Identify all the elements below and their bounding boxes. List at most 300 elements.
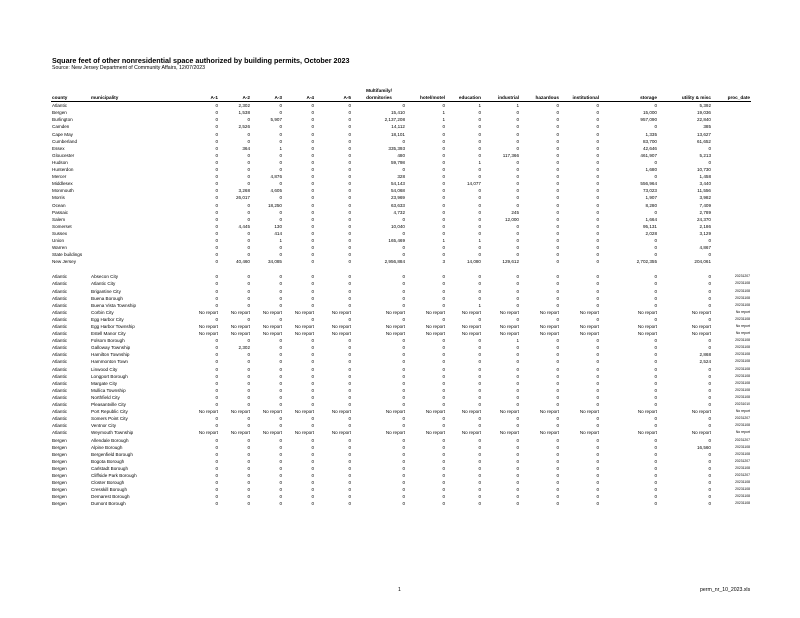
table-cell: 0 [279, 110, 282, 116]
table-cell: 0 [556, 494, 559, 500]
table-cell: 0 [478, 252, 481, 258]
table-cell: 0 [402, 444, 405, 450]
table-cell: 0 [348, 103, 351, 109]
table-cell: 0 [215, 152, 218, 158]
table-cell: Bergen [52, 501, 67, 507]
table-cell: 0 [402, 437, 405, 443]
table-cell: 0 [596, 444, 599, 450]
table-cell: No report [294, 331, 314, 337]
table-cell: 2,186 [699, 223, 711, 229]
table-cell [712, 258, 751, 265]
table-cell: 0 [708, 465, 711, 471]
table-cell: 18,101 [390, 131, 405, 137]
table-cell: Atlantic [52, 309, 68, 315]
table-cell: 0 [215, 174, 218, 180]
table-cell: 0 [247, 152, 250, 158]
table-cell: 0 [279, 295, 282, 301]
table-cell: 0 [654, 359, 657, 365]
table-cell: 0 [708, 380, 711, 386]
table-cell: 0 [247, 138, 250, 144]
table-cell: 20231108 [735, 345, 750, 350]
table-cell: 12,000 [504, 216, 519, 222]
table-cell: Folsom Borough [91, 338, 125, 344]
table-cell: 0 [402, 451, 405, 457]
table-cell: No report [198, 309, 218, 315]
table-cell: 0 [556, 209, 559, 215]
table-cell [712, 230, 751, 237]
table-cell: 0 [215, 181, 218, 187]
table-cell: 0 [708, 145, 711, 151]
column-header: storage [600, 94, 658, 102]
table-cell: 0 [442, 230, 445, 236]
table-cell: 0 [556, 480, 559, 486]
table-cell: 0 [556, 458, 559, 464]
table-cell: 0 [279, 195, 282, 201]
table-cell [90, 159, 189, 166]
column-header: institutional [560, 94, 600, 102]
table-cell: Northfield City [91, 394, 120, 400]
table-cell: 2,868 [699, 352, 711, 358]
county-row [51, 209, 751, 216]
table-cell: 0 [596, 167, 599, 173]
table-cell: No report [262, 430, 282, 436]
table-cell [90, 230, 189, 237]
table-cell: No report [262, 409, 282, 415]
table-cell: 0 [442, 302, 445, 308]
county-row [51, 116, 751, 123]
table-cell: Hamilton Township [91, 352, 130, 358]
table-cell: 0 [516, 295, 519, 301]
table-cell: 0 [516, 494, 519, 500]
table-cell: 63,633 [390, 202, 405, 208]
table-cell: 0 [311, 316, 314, 322]
column-header: proc_date [712, 94, 751, 102]
table-cell: 0 [279, 480, 282, 486]
table-cell [90, 173, 189, 180]
table-cell: 0 [215, 209, 218, 215]
table-cell: 0 [348, 209, 351, 215]
column-header: A-4 [283, 94, 315, 102]
table-cell: 0 [442, 216, 445, 222]
table-cell: 0 [279, 209, 282, 215]
table-cell: 0 [478, 288, 481, 294]
table-cell: 0 [215, 138, 218, 144]
table-cell: 0 [516, 465, 519, 471]
table-cell: 0 [654, 274, 657, 280]
table-cell: 0 [516, 480, 519, 486]
table-cell: 0 [478, 145, 481, 151]
table-cell: Bergenfield Borough [91, 451, 133, 457]
table-cell: 3,440 [699, 181, 711, 187]
table-cell: 0 [708, 302, 711, 308]
table-cell: Atlantic [52, 316, 68, 322]
table-cell: No report [637, 309, 657, 315]
table-cell: 0 [348, 472, 351, 478]
table-cell: No report [230, 331, 250, 337]
table-cell: 0 [311, 380, 314, 386]
municipality-row [51, 316, 751, 323]
table-cell: 0 [215, 501, 218, 507]
table-cell: 0 [348, 295, 351, 301]
table-cell: 0 [348, 302, 351, 308]
table-cell [712, 223, 751, 230]
table-cell: 0 [279, 167, 282, 173]
table-cell [712, 251, 751, 258]
table-cell: 4,876 [270, 174, 282, 180]
table-cell: 0 [311, 458, 314, 464]
county-row [51, 166, 751, 173]
table-cell: No report [262, 309, 282, 315]
table-cell: 0 [348, 259, 351, 265]
table-cell: Cresskill Borough [91, 487, 127, 493]
table-cell: 0 [516, 394, 519, 400]
county-row [51, 244, 751, 251]
table-cell: 0 [402, 288, 405, 294]
table-cell: 20231108 [735, 380, 750, 385]
column-header: county [51, 94, 90, 102]
table-cell [712, 152, 751, 159]
table-cell: No report [230, 430, 250, 436]
table-cell: 0 [654, 494, 657, 500]
table-cell: 385 [703, 124, 711, 130]
table-cell: 0 [478, 202, 481, 208]
table-cell: 0 [516, 252, 519, 258]
table-cell: 0 [708, 423, 711, 429]
table-cell: 0 [478, 465, 481, 471]
table-cell: No report [637, 324, 657, 329]
table-cell: 0 [516, 230, 519, 236]
table-cell: No report [579, 430, 599, 436]
table-cell [90, 237, 189, 244]
table-cell: 0 [596, 259, 599, 265]
table-cell: 0 [516, 138, 519, 144]
table-cell: 0 [556, 167, 559, 173]
table-cell: 0 [442, 373, 445, 379]
table-cell: 0 [442, 487, 445, 493]
table-cell: Bergen [52, 487, 67, 493]
table-cell: No report [691, 409, 711, 415]
table-cell: 0 [348, 423, 351, 429]
table-cell: 0 [348, 444, 351, 450]
municipality-row [51, 323, 751, 330]
table-cell: 0 [215, 465, 218, 471]
table-cell [712, 180, 751, 187]
table-cell: 0 [348, 316, 351, 322]
table-cell: 2,956,884 [384, 259, 405, 265]
table-cell: 0 [402, 230, 405, 236]
table-cell: 0 [348, 451, 351, 457]
table-cell: No report [198, 324, 218, 329]
table-cell: 0 [516, 237, 519, 243]
table-cell: 0 [279, 352, 282, 358]
table-cell: 0 [279, 359, 282, 365]
table-cell: 0 [516, 124, 519, 130]
table-cell: 1 [478, 103, 481, 109]
table-cell: No report [198, 430, 218, 436]
table-cell: 0 [478, 387, 481, 393]
table-cell: 0 [442, 188, 445, 194]
table-cell: 0 [596, 338, 599, 344]
table-cell: 0 [516, 423, 519, 429]
table-cell: 0 [478, 338, 481, 344]
table-cell: 0 [654, 252, 657, 258]
report-title: Square feet of other nonresidential space authorized by building permits, October 2023 [52, 56, 350, 65]
table-cell: 0 [247, 181, 250, 187]
municipality-row [51, 415, 751, 422]
column-header: A-2 [219, 94, 251, 102]
table-cell: 0 [516, 437, 519, 443]
table-cell: Estell Manor City [91, 331, 126, 337]
table-cell: 0 [442, 465, 445, 471]
table-cell: 0 [279, 437, 282, 443]
table-cell: 0 [708, 487, 711, 493]
table-cell: 2,302 [238, 103, 250, 109]
table-cell: 0 [654, 487, 657, 493]
table-cell: 0 [556, 352, 559, 358]
county-row [51, 223, 751, 230]
table-cell: 0 [402, 480, 405, 486]
table-cell: 0 [348, 274, 351, 280]
table-cell: Linwood City [91, 366, 118, 372]
table-cell [712, 138, 751, 145]
table-cell: Cliffside Park Borough [91, 472, 137, 478]
table-cell: 0 [596, 437, 599, 443]
table-cell [90, 209, 189, 216]
table-cell: 0 [247, 494, 250, 500]
table-cell: 10,730 [696, 167, 711, 173]
county-row [51, 102, 751, 110]
table-cell: 4,445 [238, 223, 250, 229]
table-cell: 0 [478, 295, 481, 301]
table-cell: 0 [516, 223, 519, 229]
table-cell: 0 [215, 110, 218, 116]
table-cell: 0 [596, 252, 599, 258]
municipality-row [51, 472, 751, 479]
table-cell: 0 [279, 487, 282, 493]
table-cell: 0 [596, 394, 599, 400]
table-cell: 14,080 [466, 259, 481, 265]
table-cell: 0 [596, 451, 599, 457]
table-cell [90, 116, 189, 123]
table-cell: 0 [654, 373, 657, 379]
table-cell: Closter Borough [91, 480, 125, 486]
table-cell: 0 [442, 145, 445, 151]
table-cell: 0 [478, 394, 481, 400]
table-cell: 0 [279, 281, 282, 287]
table-cell: 0 [442, 152, 445, 158]
table-cell: 1 [279, 237, 282, 243]
table-cell: 1,335 [645, 131, 657, 137]
table-cell: 245 [511, 209, 519, 215]
table-cell: 20231108 [735, 316, 750, 321]
table-cell: 1 [478, 302, 481, 308]
table-cell: 0 [215, 480, 218, 486]
table-cell: No report [637, 409, 657, 415]
table-cell: 0 [556, 152, 559, 158]
column-header: hazardous [520, 94, 560, 102]
table-cell: 0 [279, 380, 282, 386]
table-cell: 2,702,355 [636, 259, 657, 265]
table-cell: 0 [596, 472, 599, 478]
table-cell: 0 [556, 159, 559, 165]
table-cell: 204,061 [694, 259, 711, 265]
table-cell: 0 [556, 302, 559, 308]
table-cell: 0 [556, 380, 559, 386]
table-cell: 0 [348, 402, 351, 408]
table-cell: 0 [516, 288, 519, 294]
table-cell: 0 [442, 380, 445, 386]
table-cell: 0 [311, 252, 314, 258]
table-cell: 0 [442, 437, 445, 443]
table-cell: 0 [348, 252, 351, 258]
table-cell: Atlantic [52, 302, 68, 308]
table-cell: 480 [397, 152, 405, 158]
table-cell: 20231108 [735, 338, 750, 343]
table-cell: No report [735, 430, 750, 435]
table-cell: 0 [279, 252, 282, 258]
table-cell [712, 202, 751, 209]
table-cell: No report [262, 324, 282, 329]
table-cell: No report [198, 409, 218, 415]
table-cell: 0 [402, 216, 405, 222]
table-cell: No report [539, 331, 559, 337]
table-cell: 0 [348, 288, 351, 294]
table-cell: No report [425, 324, 445, 329]
table-cell: 0 [442, 480, 445, 486]
table-cell: 0 [311, 181, 314, 187]
municipality-row [51, 451, 751, 458]
table-cell: 0 [215, 159, 218, 165]
table-cell: 0 [247, 281, 250, 287]
table-cell: No report [499, 430, 519, 436]
table-cell: Middlesex [52, 181, 73, 187]
municipality-row [51, 408, 751, 415]
table-cell: 0 [596, 380, 599, 386]
table-cell: 0 [442, 501, 445, 507]
table-cell: 0 [596, 281, 599, 287]
county-row [51, 152, 751, 159]
table-cell: 0 [215, 359, 218, 365]
table-cell: 0 [402, 338, 405, 344]
table-cell: Gloucester [52, 152, 75, 158]
table-cell: 0 [654, 316, 657, 322]
table-cell: No report [461, 309, 481, 315]
county-row [51, 237, 751, 244]
table-cell: Atlantic [52, 281, 68, 287]
table-cell: 0 [402, 416, 405, 422]
table-cell: 1 [279, 145, 282, 151]
table-cell: 0 [247, 359, 250, 365]
table-cell: No report [425, 430, 445, 436]
table-cell: 0 [311, 437, 314, 443]
county-row [51, 180, 751, 187]
table-cell: Sussex [52, 230, 68, 236]
table-cell: 0 [708, 402, 711, 408]
table-cell: 0 [596, 124, 599, 130]
table-cell: No report [735, 324, 750, 328]
table-cell: No report [579, 309, 599, 315]
table-cell: 0 [348, 394, 351, 400]
table-cell: 0 [402, 281, 405, 287]
table-cell: No report [331, 324, 351, 329]
table-cell: 0 [516, 316, 519, 322]
table-cell: 0 [279, 216, 282, 222]
table-cell: 0 [311, 338, 314, 344]
table-cell: 0 [311, 359, 314, 365]
table-cell: 0 [348, 373, 351, 379]
table-cell: 0 [311, 209, 314, 215]
table-cell: Burlington [52, 117, 73, 123]
table-cell: 20231207 [734, 458, 750, 463]
table-cell: 0 [708, 338, 711, 344]
table-cell: Atlantic [52, 416, 68, 422]
table-cell: 0 [654, 288, 657, 294]
county-row [51, 251, 751, 258]
table-cell: 0 [402, 252, 405, 258]
table-cell: 0 [215, 472, 218, 478]
page-number: 1 [398, 587, 401, 593]
table-cell: 0 [478, 216, 481, 222]
table-cell: 0 [516, 281, 519, 287]
municipality-row [51, 394, 751, 401]
table-cell: 0 [596, 288, 599, 294]
table-cell: 0 [442, 352, 445, 358]
table-cell: 0 [556, 373, 559, 379]
table-cell: 0 [654, 402, 657, 408]
table-cell: 0 [708, 416, 711, 422]
section-spacer [51, 265, 751, 273]
table-cell: 0 [348, 494, 351, 500]
table-cell: Corbin City [91, 309, 114, 315]
table-cell [712, 173, 751, 180]
table-cell: 0 [478, 117, 481, 123]
table-cell: 0 [442, 159, 445, 165]
table-cell: Atlantic [52, 103, 68, 109]
table-cell: 0 [247, 416, 250, 422]
table-cell: Atlantic [52, 387, 68, 393]
table-cell: 0 [478, 223, 481, 229]
table-cell: 0 [348, 117, 351, 123]
table-cell: No report [637, 430, 657, 436]
table-cell: 0 [348, 387, 351, 393]
table-cell: 0 [402, 465, 405, 471]
table-cell: No report [198, 331, 218, 337]
table-cell: 15,410 [390, 110, 405, 116]
table-cell [712, 109, 751, 116]
table-cell: 0 [215, 167, 218, 173]
table-cell: 0 [556, 501, 559, 507]
table-cell: 0 [516, 359, 519, 365]
table-cell: 0 [247, 465, 250, 471]
county-row [51, 145, 751, 152]
table-cell: 14,077 [466, 181, 481, 187]
table-cell: No report [579, 331, 599, 337]
column-header: industrial [482, 94, 520, 102]
table-cell [712, 194, 751, 201]
table-cell: Atlantic [52, 423, 68, 429]
municipality-row [51, 458, 751, 465]
table-cell: 0 [247, 373, 250, 379]
table-cell: 3,129 [699, 230, 711, 236]
table-cell: 0 [348, 131, 351, 137]
table-cell: 0 [516, 181, 519, 187]
table-cell: Atlantic [52, 331, 68, 337]
municipality-row [51, 351, 751, 358]
municipality-row [51, 373, 751, 380]
table-cell: 0 [556, 437, 559, 443]
table-cell: 0 [215, 103, 218, 109]
table-cell: 0 [516, 501, 519, 507]
